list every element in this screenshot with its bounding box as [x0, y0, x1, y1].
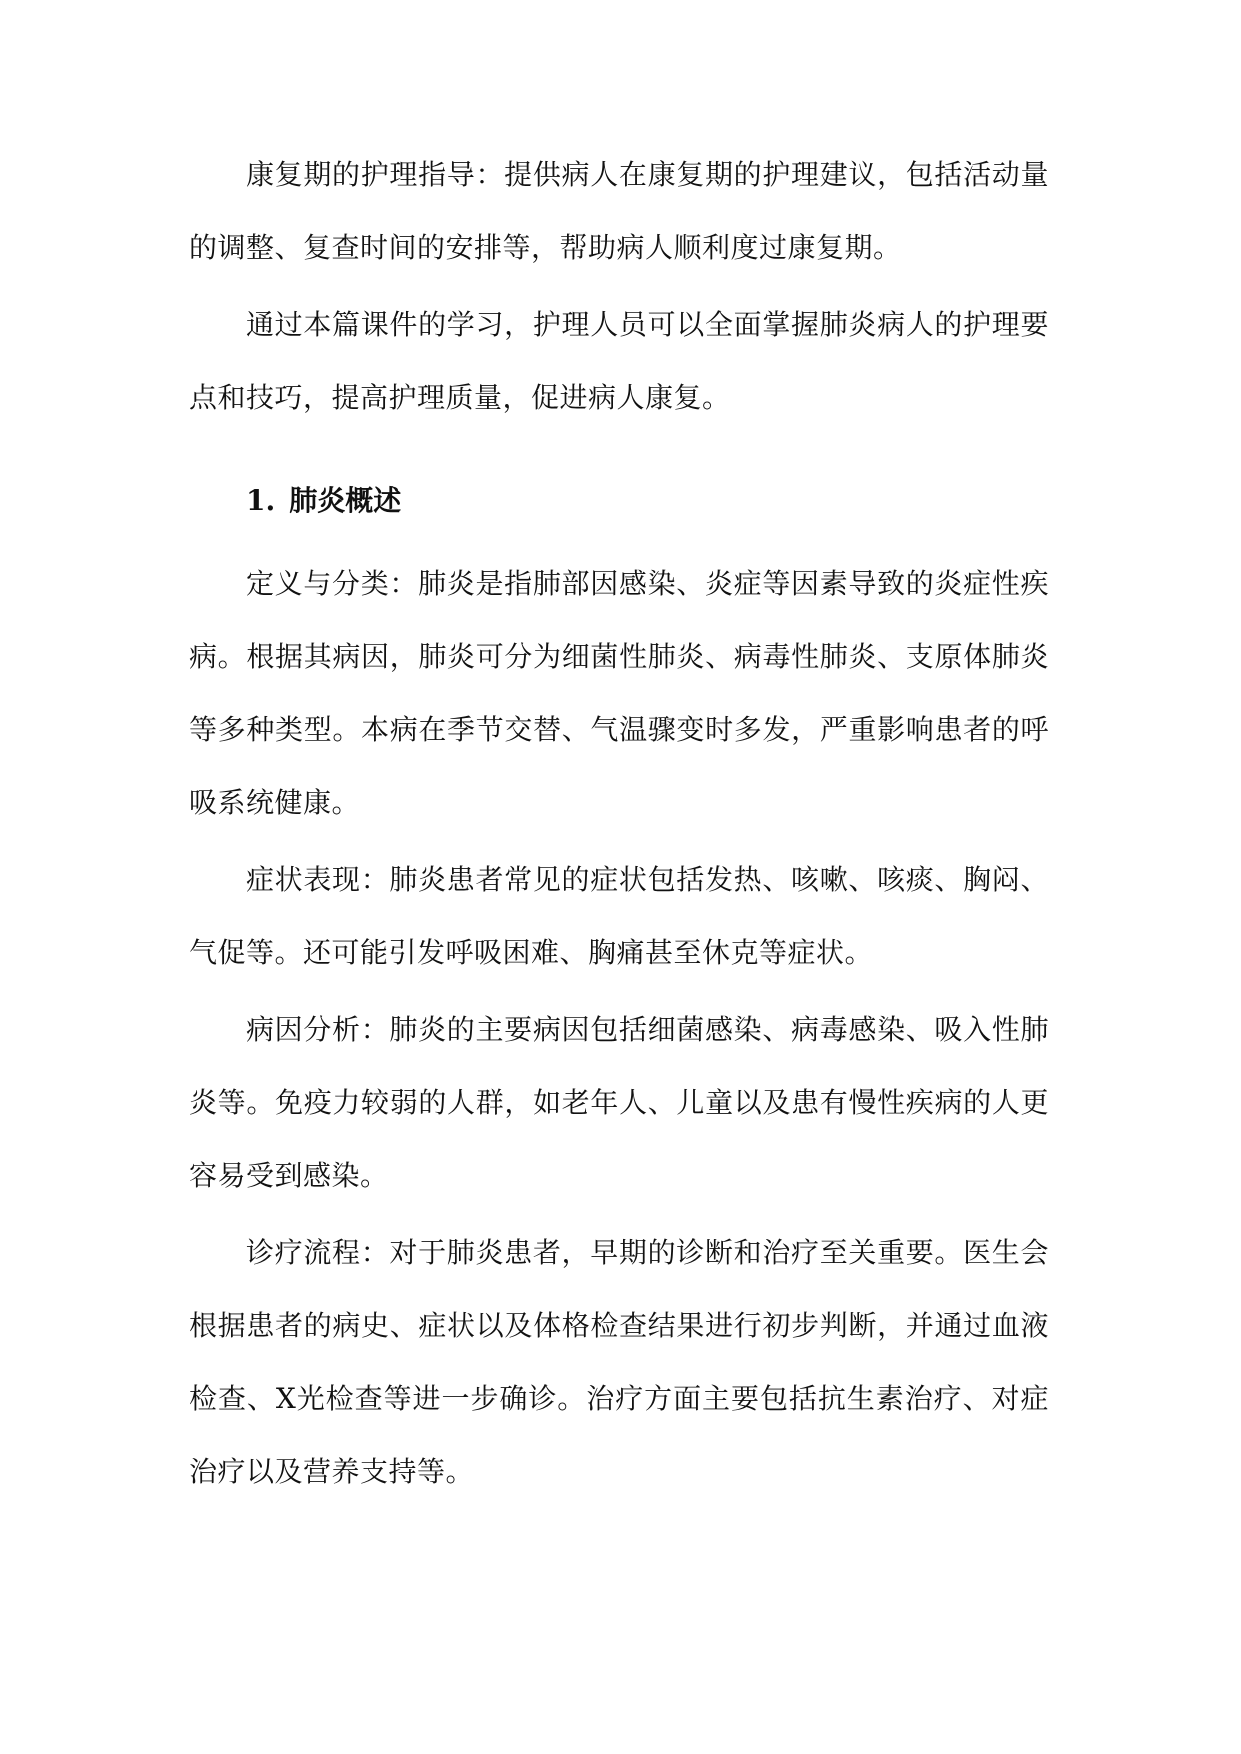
paragraph-causes: 病因分析：肺炎的主要病因包括细菌感染、病毒感染、吸入性肺炎等。免疫力较弱的人群，如老年人、儿童以及患有慢性疾病的人更容易受到感染。	[189, 1013, 1049, 1192]
paragraph-definition: 定义与分类：肺炎是指肺部因感染、炎症等因素导致的炎症性疾病。根据其病因，肺炎可分为细菌性肺炎、病毒性肺炎、支原体肺炎等多种类型。本病在季节交替、气温骤变时多发，严重影响患者的呼吸系统健康。	[189, 567, 1049, 819]
paragraph-symptoms: 症状表现：肺炎患者常见的症状包括发热、咳嗽、咳痰、胸闷、气促等。还可能引发呼吸困难、胸痛甚至休克等症状。	[189, 863, 1049, 969]
section-title: 肺炎概述	[289, 484, 402, 517]
paragraph-rehab-guidance: 康复期的护理指导：提供病人在康复期的护理建议，包括活动量的调整、复查时间的安排等，帮助病人顺利度过康复期。	[189, 158, 1049, 264]
paragraph-course-summary: 通过本篇课件的学习，护理人员可以全面掌握肺炎病人的护理要点和技巧，提高护理质量，促进病人康复。	[189, 308, 1049, 414]
paragraph-diagnosis: 诊疗流程：对于肺炎患者，早期的诊断和治疗至关重要。医生会根据患者的病史、症状以及体格检查结果进行初步判断，并通过血液检查、X光检查等进一步确诊。治疗方面主要包括抗生素治疗、对症治疗以及营养支持等。	[189, 1236, 1049, 1488]
document-page	[189, 138, 1049, 1508]
section-number: 1.	[246, 484, 276, 517]
section-heading	[189, 464, 1049, 537]
